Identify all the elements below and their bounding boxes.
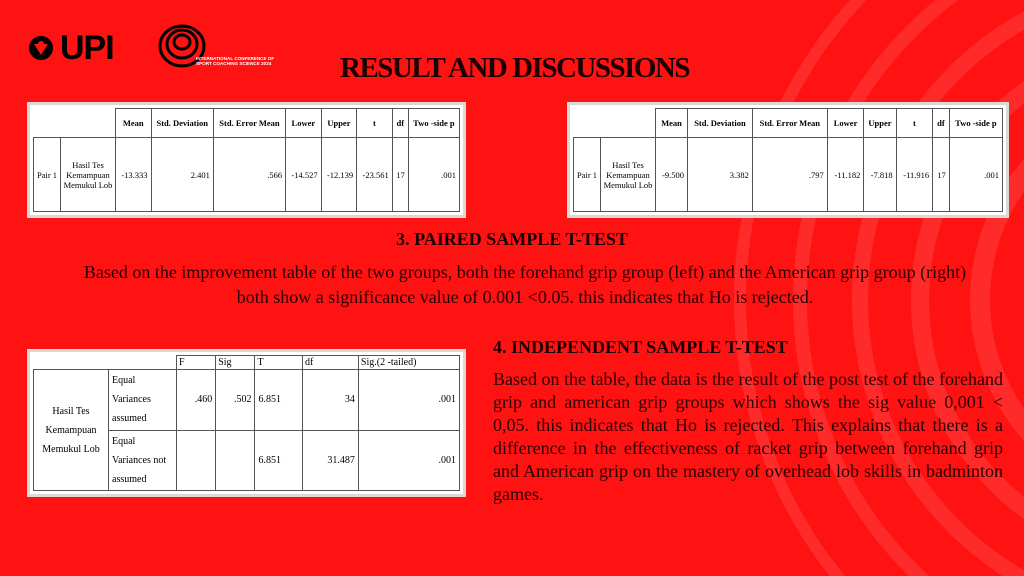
value-two-side-p: .001 bbox=[408, 138, 459, 212]
table-row bbox=[574, 138, 1003, 212]
value-t: -11.916 bbox=[896, 138, 933, 212]
value-std-deviation: 2.401 bbox=[151, 138, 213, 212]
pair-label: Pair 1 bbox=[574, 138, 601, 212]
header-std-deviation: Std. Deviation bbox=[688, 109, 753, 138]
row-label: Equal Variances not assumed bbox=[109, 430, 177, 490]
blank-cell bbox=[574, 109, 656, 138]
value-sig: .502 bbox=[216, 370, 255, 430]
value-mean: -13.333 bbox=[116, 138, 152, 212]
value-upper: -7.818 bbox=[864, 138, 896, 212]
value-sig-2-tailed: .001 bbox=[358, 430, 459, 490]
header-t: t bbox=[357, 109, 393, 138]
value-df: 31.487 bbox=[303, 430, 359, 490]
upi-logo-text: UPI bbox=[60, 29, 114, 67]
header-t: t bbox=[896, 109, 933, 138]
header-lower: Lower bbox=[827, 109, 864, 138]
value-sig bbox=[216, 430, 255, 490]
header-two-side-p: Two -side p bbox=[408, 109, 459, 138]
conference-logo bbox=[156, 20, 286, 76]
value-t: -23.561 bbox=[357, 138, 393, 212]
section3-heading: 3. PAIRED SAMPLE T-TEST bbox=[396, 229, 628, 249]
value-lower: -14.527 bbox=[286, 138, 322, 212]
variable-label: Hasil Tes Kemampuan Memukul Lob bbox=[61, 138, 116, 212]
table-row bbox=[34, 370, 460, 430]
value-std-error-mean: .797 bbox=[752, 138, 827, 212]
row-label: Equal Variances assumed bbox=[109, 370, 177, 430]
header-std-error-mean: Std. Error Mean bbox=[213, 109, 285, 138]
header-f: F bbox=[177, 356, 216, 370]
value-t: 6.851 bbox=[255, 370, 303, 430]
variable-label: Hasil Tes Kemampuan Memukul Lob bbox=[34, 370, 109, 491]
value-df: 34 bbox=[303, 370, 359, 430]
conference-rings-icon bbox=[156, 20, 212, 76]
value-std-error-mean: .566 bbox=[213, 138, 285, 212]
header-sig-2-tailed: Sig.(2 -tailed) bbox=[358, 356, 459, 370]
header-df: df bbox=[303, 356, 359, 370]
header-df: df bbox=[392, 109, 408, 138]
value-upper: -12.139 bbox=[321, 138, 357, 212]
header-upper: Upper bbox=[321, 109, 357, 138]
header-lower: Lower bbox=[286, 109, 322, 138]
header-mean: Mean bbox=[656, 109, 688, 138]
conference-logo-text: INTERNATIONAL CONFERENCE OF SPORT COACHING SCIENCE 2024 bbox=[196, 56, 275, 67]
header-t: T bbox=[255, 356, 303, 370]
header-std-error-mean: Std. Error Mean bbox=[752, 109, 827, 138]
value-f bbox=[177, 430, 216, 490]
page-title: RESULT AND DISCUSSIONS bbox=[340, 52, 689, 84]
header-std-deviation: Std. Deviation bbox=[151, 109, 213, 138]
header-mean: Mean bbox=[116, 109, 152, 138]
variable-label: Hasil Tes Kemampuan Memukul Lob bbox=[601, 138, 656, 212]
header-df: df bbox=[933, 109, 950, 138]
section3-body: Based on the improvement table of the two groups, both the forehand grip group (left) and the American grip group (right) both show a significance value of 0.001 <0.05. this indicates that Ho is rejected. bbox=[83, 262, 967, 307]
value-lower: -11.182 bbox=[827, 138, 864, 212]
section4-body: Based on the table, the data is the result of the post test of the forehand grip and american grip groups which shows the sig value 0,001 < 0,05. this indicates that Ho is rejected. This explains that there is a difference in the effectiveness of racket grip between forehand grip and American grip on the mastery of overhead lob skills in badminton games. bbox=[493, 369, 1003, 504]
header-two-side-p: Two -side p bbox=[949, 109, 1002, 138]
value-df: 17 bbox=[933, 138, 950, 212]
blank-cell bbox=[34, 356, 177, 370]
value-sig-2-tailed: .001 bbox=[358, 370, 459, 430]
value-mean: -9.500 bbox=[656, 138, 688, 212]
blank-cell bbox=[34, 109, 116, 138]
paired-table-left bbox=[27, 102, 466, 218]
value-std-deviation: 3.382 bbox=[688, 138, 753, 212]
value-two-side-p: .001 bbox=[949, 138, 1002, 212]
value-f: .460 bbox=[177, 370, 216, 430]
header-upper: Upper bbox=[864, 109, 896, 138]
upi-emblem-icon bbox=[28, 35, 54, 61]
value-t: 6.851 bbox=[255, 430, 303, 490]
upi-logo bbox=[28, 28, 114, 68]
section4-heading: 4. INDEPENDENT SAMPLE T-TEST bbox=[493, 337, 788, 357]
paired-table-right bbox=[567, 102, 1009, 218]
independent-table bbox=[27, 349, 466, 497]
table-row bbox=[34, 138, 460, 212]
value-df: 17 bbox=[392, 138, 408, 212]
pair-label: Pair 1 bbox=[34, 138, 61, 212]
header-sig: Sig bbox=[216, 356, 255, 370]
